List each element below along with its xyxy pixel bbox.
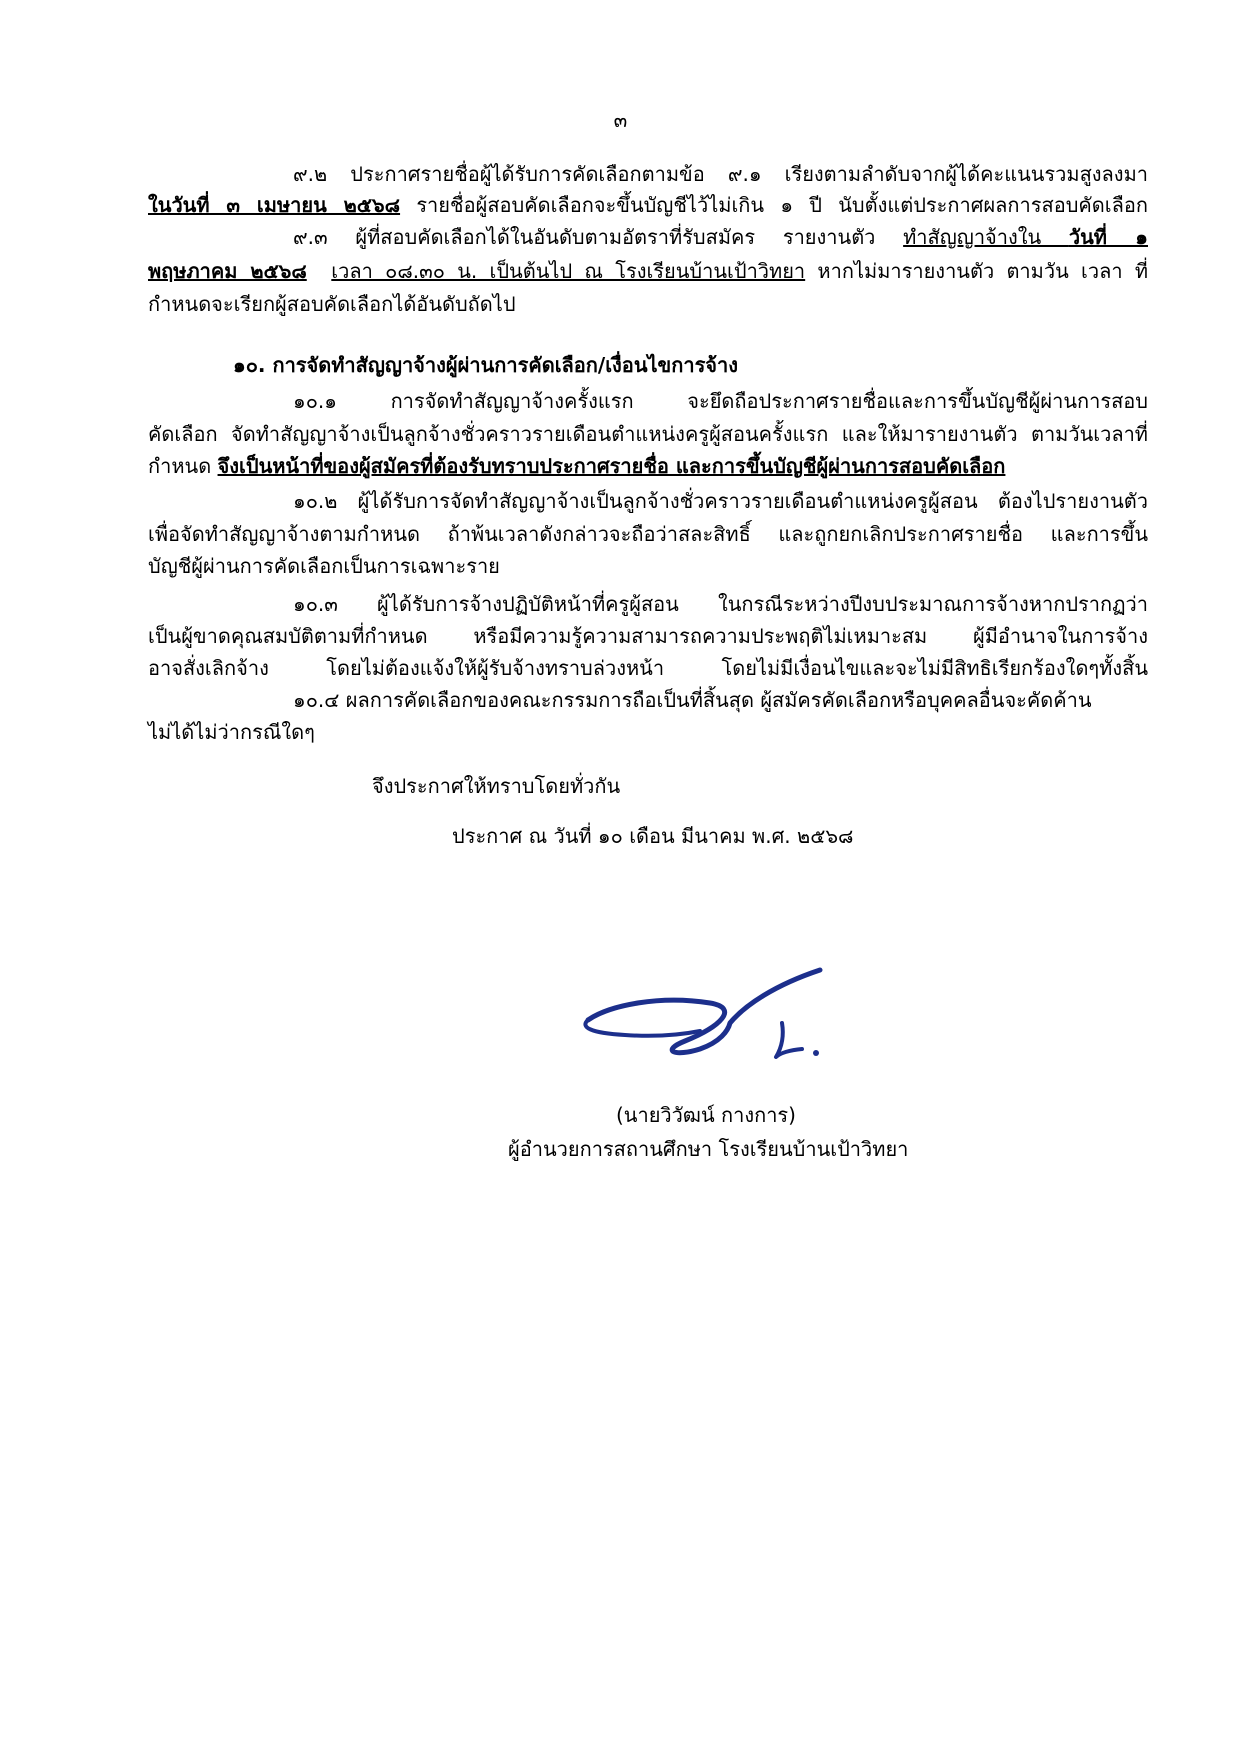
signer-title: ผู้อำนวยการสถานศึกษา โรงเรียนบ้านเป้าวิทยา: [508, 1137, 909, 1161]
paragraph-10-1-line-2: คัดเลือก จัดทำสัญญาจ้างเป็นลูกจ้างชั่วคราวรายเดือนตำแหน่งครูผู้สอนครั้งแรก และให้มารายงานตัว ตามวันเวลาที่: [148, 422, 1148, 446]
paragraph-9-3-line-1: [293, 223, 1148, 251]
signature-image: [570, 965, 860, 1085]
paragraph-10-1-line-3-text: กำหนด: [148, 454, 218, 478]
signer-name: (นายวิวัฒน์ กางการ): [616, 1103, 796, 1127]
paragraph-10-3-line-1: ๑๐.๓ ผู้ได้รับการจ้างปฏิบัติหน้าที่ครูผู้สอน ในกรณีระหว่างปีงบประมาณการจ้างหากปรากฏว่า: [293, 592, 1148, 616]
signature-dot: [813, 1050, 819, 1056]
paragraph-9-2-line-2-rest: รายชื่อผู้สอบคัดเลือกจะขึ้นบัญชีไว้ไม่เกิน ๑ ปี นับตั้งแต่ประกาศผลการสอบคัดเลือก: [400, 193, 1149, 217]
paragraph-10-4-line-1: ๑๐.๔ ผลการคัดเลือกของคณะกรรมการถือเป็นที่สิ้นสุด ผู้สมัครคัดเลือกหรือบุคคลอื่นจะคัดค้าน: [293, 688, 1092, 712]
paragraph-9-3-line-2-rest: หากไม่มารายงานตัว ตามวัน เวลา ที่: [805, 259, 1149, 283]
signature-stroke-loop: [585, 1020, 700, 1036]
paragraph-9-3-text: ๙.๓ ผู้ที่สอบคัดเลือกได้ในอันดับตามอัตราที่รับสมัคร รายงานตัว: [293, 225, 904, 249]
contract-date-part-2: พฤษภาคม ๒๕๖๘: [148, 259, 307, 283]
signature-stroke-flourish: [776, 1023, 802, 1057]
contract-date-part-1: วันที่ ๑: [1068, 225, 1148, 249]
applicant-duty-notice: จึงเป็นหน้าที่ของผู้สมัครที่ต้องรับทราบประกาศรายชื่อ และการขึ้นบัญชีผู้ผ่านการสอบคัดเลือก: [217, 454, 1006, 478]
paragraph-10-2-line-1: ๑๐.๒ ผู้ได้รับการจัดทำสัญญาจ้างเป็นลูกจ้างชั่วคราวรายเดือนตำแหน่งครูผู้สอน ต้องไปรายงานตัว: [293, 489, 1148, 513]
contract-time-place: เวลา ๐๘.๓๐ น. เป็นต้นไป ณ โรงเรียนบ้านเป้าวิทยา: [331, 259, 806, 283]
page-number: ๓: [613, 108, 628, 132]
paragraph-10-4-line-2: ไม่ได้ไม่ว่ากรณีใดๆ: [148, 720, 315, 744]
paragraph-10-2-line-3: บัญชีผู้ผ่านการคัดเลือกเป็นการเฉพาะราย: [148, 554, 500, 578]
paragraph-10-1-line-3: [148, 452, 1148, 480]
announcement-date: ในวันที่ ๓ เมษายน ๒๕๖๘: [148, 193, 401, 217]
section-10-heading: ๑๐. การจัดทำสัญญาจ้างผู้ผ่านการคัดเลือก/เงื่อนไขการจ้าง: [233, 353, 739, 377]
signature-stroke-main: [588, 970, 820, 1053]
paragraph-10-3-line-3: อาจสั่งเลิกจ้าง โดยไม่ต้องแจ้งให้ผู้รับจ้างทราบล่วงหน้า โดยไม่มีเงื่อนไขและจะไม่มีสิทธิเรียกร้องใดๆทั้งสิ้น: [148, 656, 1148, 680]
paragraph-10-2-line-2: เพื่อจัดทำสัญญาจ้างตามกำหนด ถ้าพ้นเวลาดังกล่าวจะถือว่าสละสิทธิ์ และถูกยกเลิกประกาศรายชื่อ และการขึ้น: [148, 522, 1148, 546]
paragraph-9-2-line-2: [148, 191, 1148, 219]
announcement-closing: จึงประกาศให้ทราบโดยทั่วกัน: [372, 774, 621, 798]
contract-label: ทำสัญญาจ้างใน: [903, 225, 1069, 249]
paragraph-9-3-line-3: กำหนดจะเรียกผู้สอบคัดเลือกได้อันดับถัดไป: [148, 292, 516, 316]
announcement-date-line: ประกาศ ณ วันที่ ๑๐ เดือน มีนาคม พ.ศ. ๒๕๖๘: [452, 824, 854, 848]
paragraph-9-2-line-1: ๙.๒ ประกาศรายชื่อผู้ได้รับการคัดเลือกตามข้อ ๙.๑ เรียงตามลำดับจากผู้ได้คะแนนรวมสูงลงมา: [293, 162, 1148, 186]
paragraph-9-3-line-2: [148, 257, 1148, 285]
paragraph-10-3-line-2: เป็นผู้ขาดคุณสมบัติตามที่กำหนด หรือมีความรู้ความสามารถความประพฤติไม่เหมาะสม ผู้มีอำนาจในการจ้าง: [148, 624, 1148, 648]
paragraph-10-1-line-1: ๑๐.๑ การจัดทำสัญญาจ้างครั้งแรก จะยึดถือประกาศรายชื่อและการขึ้นบัญชีผู้ผ่านการสอบ: [293, 389, 1148, 413]
